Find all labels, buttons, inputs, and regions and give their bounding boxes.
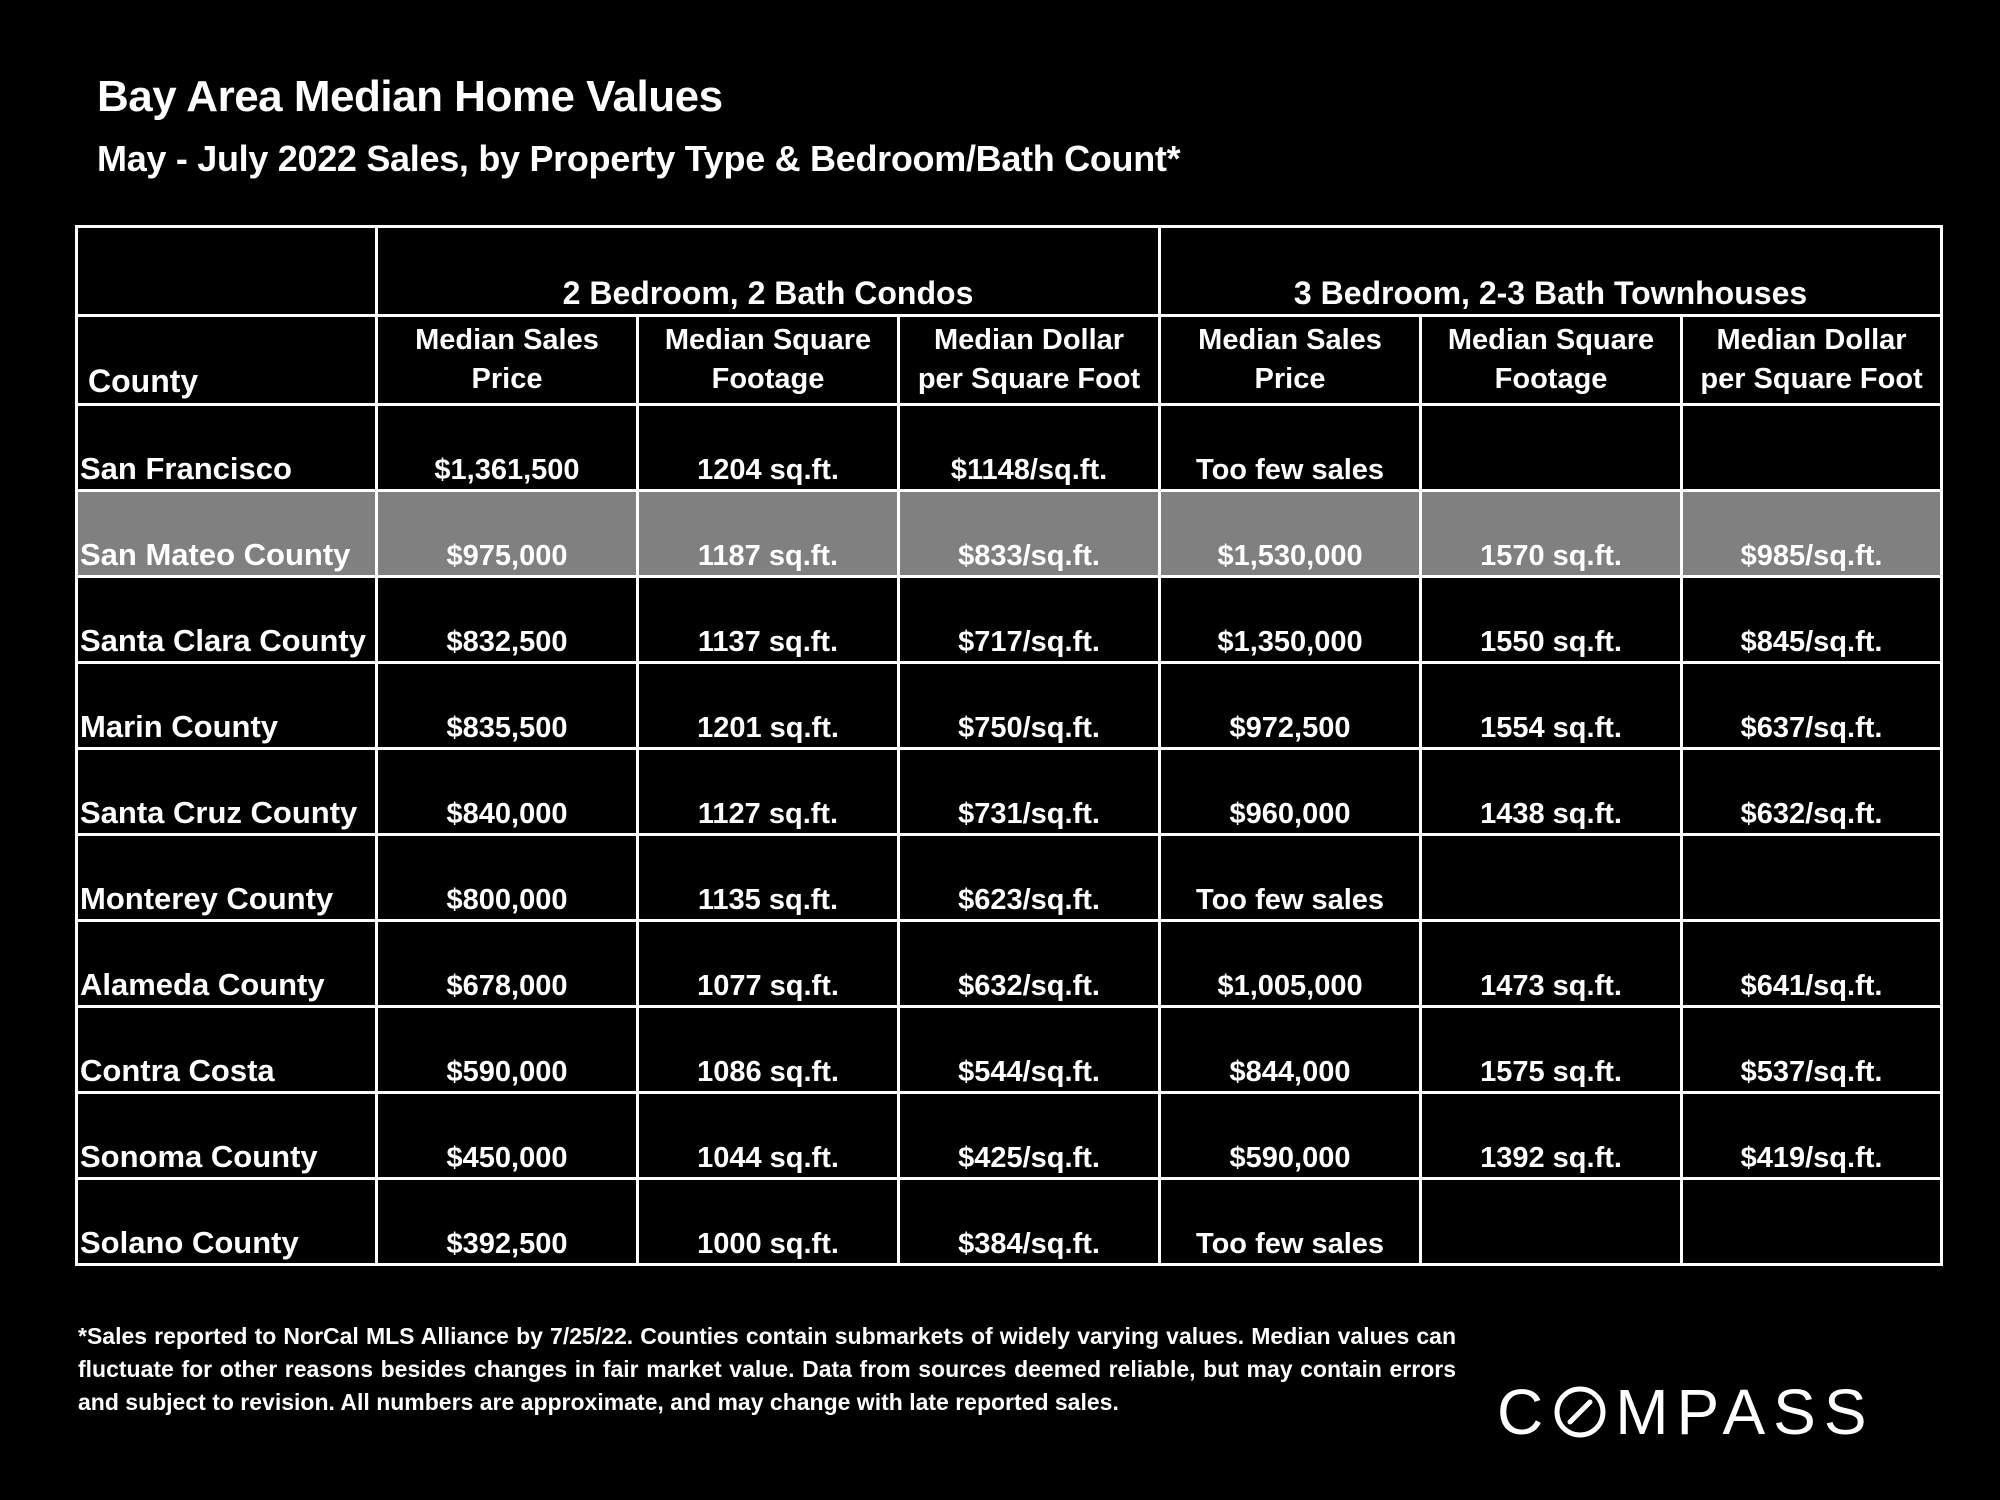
townhouse-price-cell: $960,000: [1160, 749, 1421, 835]
county-name-cell: Santa Cruz County: [77, 749, 377, 835]
table-row: [77, 1007, 1942, 1093]
condo-dollar-per-sqft-cell: $384/sq.ft.: [899, 1179, 1160, 1265]
home-values-table: [75, 225, 1943, 1266]
group-header-empty: [77, 227, 377, 316]
townhouse-sqft-cell: 1392 sq.ft.: [1421, 1093, 1682, 1179]
column-header-line: Median Dollar: [933, 324, 1125, 356]
townhouse-sqft-cell: [1421, 835, 1682, 921]
footnote: *Sales reported to NorCal MLS Alliance by 7/25/22. Counties contain submarkets of widely varying values. Median values can fluctuate for other reasons besides changes in fair market value. Data from sources deemed reliable, but may contain errors and subject to revision. All numbers are approximate, and may change with late reported sales.: [78, 1323, 1456, 1415]
column-header-condo-sqft: [638, 316, 899, 405]
county-name-cell: Contra Costa: [77, 1007, 377, 1093]
table-row: [77, 835, 1942, 921]
column-header-line: Price: [1254, 363, 1326, 395]
condo-sqft-cell: 1086 sq.ft.: [638, 1007, 899, 1093]
townhouse-sqft-cell: 1575 sq.ft.: [1421, 1007, 1682, 1093]
column-header-condo-price: [377, 316, 638, 405]
column-header-line: Median Sales: [1198, 324, 1382, 356]
condo-sqft-cell: 1137 sq.ft.: [638, 577, 899, 663]
townhouse-sqft-cell: [1421, 1179, 1682, 1265]
townhouse-price-cell: $1,005,000: [1160, 921, 1421, 1007]
townhouse-price-cell: Too few sales: [1160, 835, 1421, 921]
condo-dollar-per-sqft-cell: $750/sq.ft.: [899, 663, 1160, 749]
condo-dollar-per-sqft-cell: $425/sq.ft.: [899, 1093, 1160, 1179]
county-name-cell: San Francisco: [77, 405, 377, 491]
column-header-line: Median Sales: [415, 324, 599, 356]
townhouse-sqft-cell: [1421, 405, 1682, 491]
table-row: [77, 663, 1942, 749]
townhouse-dollar-per-sqft-cell: $985/sq.ft.: [1682, 491, 1942, 577]
condo-sqft-cell: 1204 sq.ft.: [638, 405, 899, 491]
townhouse-price-cell: $972,500: [1160, 663, 1421, 749]
condo-dollar-per-sqft-cell: $544/sq.ft.: [899, 1007, 1160, 1093]
condo-price-cell: $832,500: [377, 577, 638, 663]
logo-text-start: C: [1497, 1376, 1552, 1448]
townhouse-dollar-per-sqft-cell: $641/sq.ft.: [1682, 921, 1942, 1007]
column-header-line: Median Square: [1447, 324, 1655, 356]
townhouse-price-cell: $1,530,000: [1160, 491, 1421, 577]
condo-dollar-per-sqft-cell: $1148/sq.ft.: [899, 405, 1160, 491]
column-header-line: per Square Foot: [917, 363, 1141, 395]
condo-sqft-cell: 1000 sq.ft.: [638, 1179, 899, 1265]
column-header-line: Price: [471, 363, 543, 395]
column-header-line: Median Dollar: [1716, 324, 1907, 356]
townhouse-dollar-per-sqft-cell: [1682, 1179, 1942, 1265]
condo-sqft-cell: 1127 sq.ft.: [638, 749, 899, 835]
condo-sqft-cell: 1187 sq.ft.: [638, 491, 899, 577]
townhouse-dollar-per-sqft-cell: $537/sq.ft.: [1682, 1007, 1942, 1093]
townhouse-price-cell: Too few sales: [1160, 405, 1421, 491]
condo-dollar-per-sqft-cell: $623/sq.ft.: [899, 835, 1160, 921]
table-row: [77, 577, 1942, 663]
column-header-line: Footage: [711, 363, 825, 395]
column-header-line: per Square Foot: [1700, 363, 1923, 395]
condo-dollar-per-sqft-cell: $632/sq.ft.: [899, 921, 1160, 1007]
logo-text-end: MPASS: [1615, 1376, 1875, 1448]
table-row: [77, 405, 1942, 491]
townhouse-sqft-cell: 1473 sq.ft.: [1421, 921, 1682, 1007]
column-header-townhouse-price: [1160, 316, 1421, 405]
condo-sqft-cell: 1044 sq.ft.: [638, 1093, 899, 1179]
table-row: [77, 921, 1942, 1007]
condo-price-cell: $1,361,500: [377, 405, 638, 491]
condo-price-cell: $392,500: [377, 1179, 638, 1265]
column-header-line: Median Square: [664, 324, 872, 356]
townhouse-sqft-cell: 1438 sq.ft.: [1421, 749, 1682, 835]
condo-sqft-cell: 1077 sq.ft.: [638, 921, 899, 1007]
page-title: Bay Area Median Home Values: [97, 72, 723, 121]
compass-o-icon: [1553, 1385, 1607, 1439]
townhouse-dollar-per-sqft-cell: [1682, 405, 1942, 491]
compass-logo: [1497, 1376, 1875, 1448]
column-header-townhouse-sqft: [1421, 316, 1682, 405]
townhouse-dollar-per-sqft-cell: [1682, 835, 1942, 921]
townhouse-dollar-per-sqft-cell: $637/sq.ft.: [1682, 663, 1942, 749]
condo-sqft-cell: 1201 sq.ft.: [638, 663, 899, 749]
county-name-cell: Monterey County: [77, 835, 377, 921]
condo-dollar-per-sqft-cell: $833/sq.ft.: [899, 491, 1160, 577]
county-name-cell: Solano County: [77, 1179, 377, 1265]
townhouse-price-cell: $1,350,000: [1160, 577, 1421, 663]
table-body: [77, 405, 1942, 1265]
townhouse-sqft-cell: 1554 sq.ft.: [1421, 663, 1682, 749]
condo-price-cell: $590,000: [377, 1007, 638, 1093]
table-row: [77, 749, 1942, 835]
column-header-line: Footage: [1494, 363, 1608, 395]
table-row: [77, 491, 1942, 577]
condo-price-cell: $800,000: [377, 835, 638, 921]
townhouse-price-cell: $844,000: [1160, 1007, 1421, 1093]
townhouse-price-cell: $590,000: [1160, 1093, 1421, 1179]
group-header-row: [77, 227, 1942, 316]
condo-price-cell: $840,000: [377, 749, 638, 835]
county-name-cell: San Mateo County: [77, 491, 377, 577]
page-subtitle: May - July 2022 Sales, by Property Type & Bedroom/Bath Count*: [97, 138, 1181, 179]
table-row: [77, 1093, 1942, 1179]
column-header-row: [77, 316, 1942, 405]
table-row: [77, 1179, 1942, 1265]
county-name-cell: Sonoma County: [77, 1093, 377, 1179]
condo-sqft-cell: 1135 sq.ft.: [638, 835, 899, 921]
condo-price-cell: $975,000: [377, 491, 638, 577]
condo-price-cell: $450,000: [377, 1093, 638, 1179]
county-name-cell: Alameda County: [77, 921, 377, 1007]
townhouse-sqft-cell: 1570 sq.ft.: [1421, 491, 1682, 577]
townhouse-price-cell: Too few sales: [1160, 1179, 1421, 1265]
group-header-townhouses: 3 Bedroom, 2-3 Bath Townhouses: [1160, 227, 1942, 316]
condo-dollar-per-sqft-cell: $717/sq.ft.: [899, 577, 1160, 663]
group-header-condos: 2 Bedroom, 2 Bath Condos: [377, 227, 1160, 316]
townhouse-dollar-per-sqft-cell: $845/sq.ft.: [1682, 577, 1942, 663]
county-name-cell: Santa Clara County: [77, 577, 377, 663]
condo-dollar-per-sqft-cell: $731/sq.ft.: [899, 749, 1160, 835]
condo-price-cell: $835,500: [377, 663, 638, 749]
townhouse-dollar-per-sqft-cell: $632/sq.ft.: [1682, 749, 1942, 835]
column-header-county: County: [77, 316, 377, 405]
column-header-condo-dollar-per-sqft: [899, 316, 1160, 405]
condo-price-cell: $678,000: [377, 921, 638, 1007]
column-header-townhouse-dollar-per-sqft: [1682, 316, 1942, 405]
townhouse-sqft-cell: 1550 sq.ft.: [1421, 577, 1682, 663]
county-name-cell: Marin County: [77, 663, 377, 749]
townhouse-dollar-per-sqft-cell: $419/sq.ft.: [1682, 1093, 1942, 1179]
